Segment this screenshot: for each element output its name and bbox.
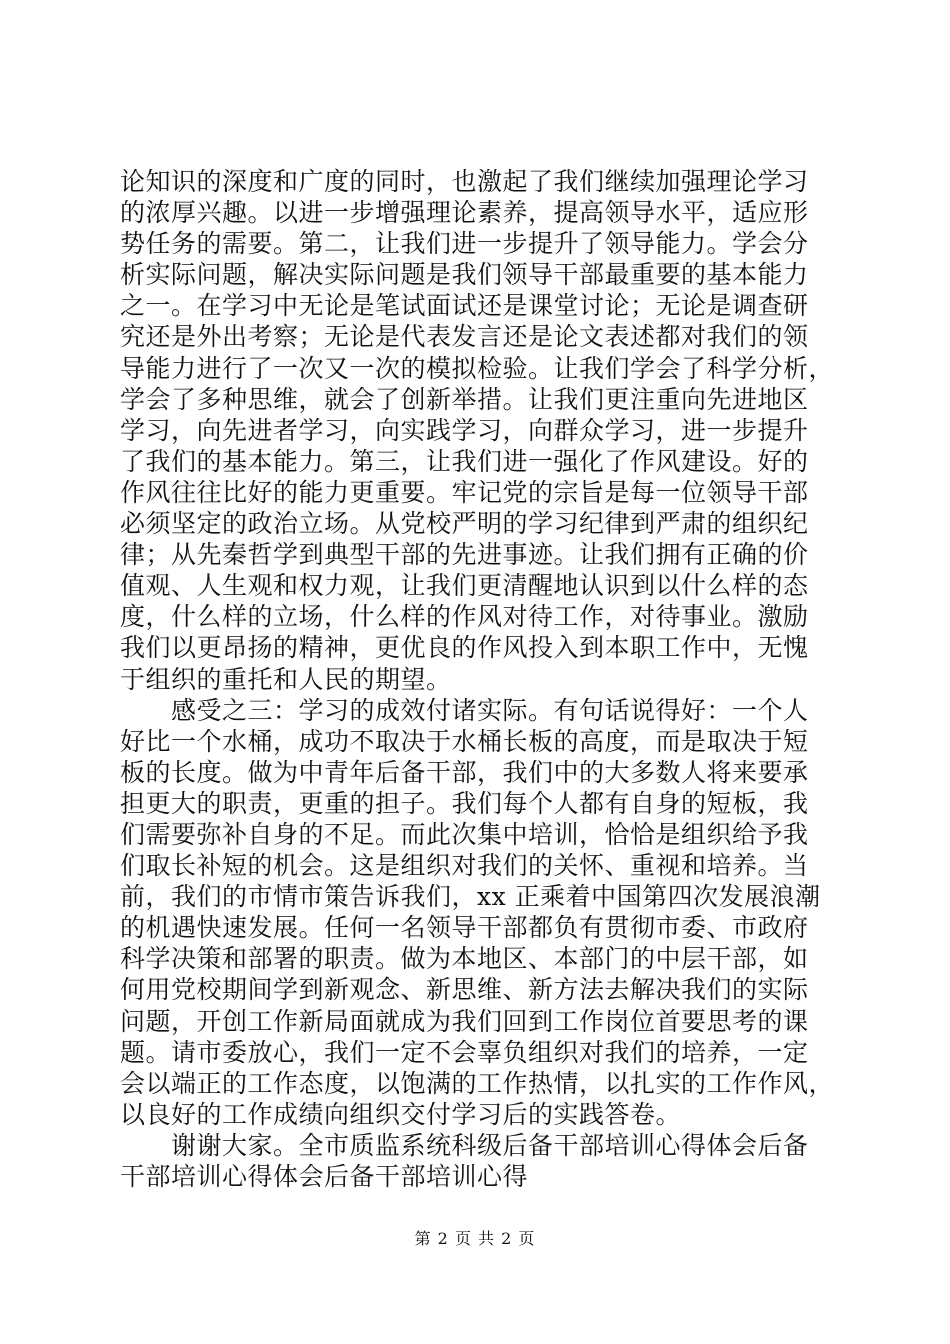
text-line: 前，我们的市情市策告诉我们，xx 正乘着中国第四次发展浪潮: [120, 882, 821, 912]
text-line: 问题，开创工作新局面就成为我们回到工作岗位首要思考的课: [120, 1006, 809, 1036]
text-line: 学会了多种思维，就会了创新举措。让我们更注重向先进地区: [120, 384, 809, 414]
text-line: 于组织的重托和人民的期望。: [120, 664, 452, 694]
text-line: 谢谢大家。全市质监系统科级后备干部培训心得体会后备: [120, 1130, 809, 1160]
text-line: 担更大的职责，更重的担子。我们每个人都有自身的短板，我: [120, 788, 809, 818]
text-line: 感受之三：学习的成效付诸实际。有句话说得好：一个人: [120, 695, 809, 725]
page-number-footer: 第 2 页 共 2 页: [414, 1229, 536, 1248]
text-line: 题。请市委放心，我们一定不会辜负组织对我们的培养，一定: [120, 1037, 809, 1067]
text-line: 度，什么样的立场，什么样的作风对待工作，对待事业。激励: [120, 602, 809, 632]
text-line: 们取长补短的机会。这是组织对我们的关怀、重视和培养。当: [120, 851, 809, 881]
document-body: [120, 166, 840, 1192]
text-line: 会以端正的工作态度，以饱满的工作热情，以扎实的工作作风，: [120, 1068, 835, 1098]
text-line: 势任务的需要。第二，让我们进一步提升了领导能力。学会分: [120, 229, 809, 259]
text-line: 之一。在学习中无论是笔试面试还是课堂讨论；无论是调查研: [120, 291, 809, 321]
text-line: 的浓厚兴趣。以进一步增强理论素养，提高领导水平，适应形: [120, 198, 809, 228]
text-line: 以良好的工作成绩向组织交付学习后的实践答卷。: [120, 1099, 682, 1129]
text-line: 干部培训心得体会后备干部培训心得: [120, 1162, 529, 1191]
text-line: 学习，向先进者学习，向实践学习，向群众学习，进一步提升: [120, 415, 809, 445]
text-line: 值观、人生观和权力观，让我们更清醒地认识到以什么样的态: [120, 571, 809, 601]
text-line: 何用党校期间学到新观念、新思维、新方法去解决我们的实际: [120, 975, 809, 1005]
text-line: 导能力进行了一次又一次的模拟检验。让我们学会了科学分析，: [120, 353, 835, 383]
text-line: 必须坚定的政治立场。从党校严明的学习纪律到严肃的组织纪: [120, 509, 809, 539]
text-line: 好比一个水桶，成功不取决于水桶长板的高度，而是取决于短: [120, 726, 809, 756]
text-line: 律；从先秦哲学到典型干部的先进事迹。让我们拥有正确的价: [120, 540, 809, 570]
text-line: 论知识的深度和广度的同时，也激起了我们继续加强理论学习: [120, 167, 809, 196]
text-line: 究还是外出考察；无论是代表发言还是论文表述都对我们的领: [120, 322, 809, 352]
text-line: 们需要弥补自身的不足。而此次集中培训，恰恰是组织给予我: [120, 819, 809, 849]
text-line: 科学决策和部署的职责。做为本地区、本部门的中层干部，如: [120, 944, 809, 974]
text-line: 了我们的基本能力。第三，让我们进一强化了作风建设。好的: [120, 446, 809, 476]
text-line: 我们以更昂扬的精神，更优良的作风投入到本职工作中，无愧: [120, 633, 809, 663]
text-line: 作风往往比好的能力更重要。牢记党的宗旨是每一位领导干部: [120, 477, 809, 507]
text-line: 析实际问题，解决实际问题是我们领导干部最重要的基本能力: [120, 260, 809, 290]
text-line: 的机遇快速发展。任何一名领导干部都负有贯彻市委、市政府: [120, 913, 809, 943]
text-line: 板的长度。做为中青年后备干部，我们中的大多数人将来要承: [120, 757, 809, 787]
